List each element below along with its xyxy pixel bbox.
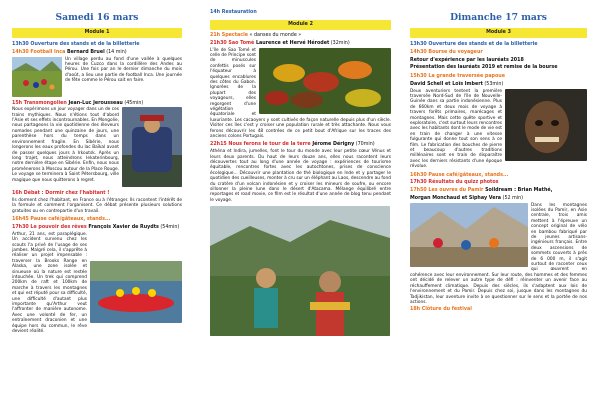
column-saturday <box>0 0 195 418</box>
session-title: 15h Transmongolien Jean-Luc Jerousseau (45min) <box>12 100 144 106</box>
session-description: Un village perdu au fond d'une vallée à quelques heures de Cuzco dans la cordillère des Andes au Pérou. Une fois par an le dernier dimanche du mois d'août, a lieu une partie de football Inca. Une journée de fête comme le Pérou sait en faire. <box>65 56 182 84</box>
session-subtitle: Présentation des lauréats 2019 et remise de la bourse <box>410 65 558 71</box>
session-title: 18h Clôture du festival <box>410 307 472 313</box>
session-title: 14h30 Bourse du voyageur <box>410 49 483 55</box>
column-sunday <box>398 0 593 418</box>
photo-illustration <box>259 48 391 114</box>
photo-illustration <box>122 107 182 187</box>
photo-illustration <box>210 206 390 336</box>
session-description: Dans les montagnes isolées du Pamir, en Asie centrale, trois amis mettent à l'épreuve un concept original de vélo en bambou fabriqué par de jeunes artisans-ingénieurs français. Entre deux ascensions de sommets couverts à près de 6 000 m, il s'agit surtout de raconter ceux qui œuvrent en cohérence avec leur environnement. Sur leur route, des hommes et des femmes ont décidé de relever un autre type de défi : réinventer un avenir face au réchauffement climatique. Depuis des siècles, ils s'adaptent aux lois de l'environnement et du Pamir. Depuis chez soi, jusque dans les montagnes du Tadjikistan, leur aventure invite à se questionner sur le sens et la portée de nos actions. <box>410 202 587 305</box>
session-description: Nous expérimons un jour voyager dans un de ces trains mythiques. Nous n'étions tout d'abord l'Asie et ses effets incontrournables. En Mongolie, nous partageons la vie quotidienne des éleveurs nomades pendant une quinzaine de jours, une parenthèse hors du temps dans un environnement fragile. En Sibérie, nous longerons les eaux profondes du lac Baïkal avant de passer quelques jours à Irkoutsk. Après un long trajet, nous atteindrons Iekaterinbourg, notre dernière étape en Sibérie. Enfin, nous nous promènerons à Moscou autour de la Place Rouge. Le voyage se terminera à Saint Pétersbourg, ville magique que nous quitterons à regret. <box>12 107 120 183</box>
session-title: 13h30 Ouverture des stands et de la billetterie <box>410 42 538 47</box>
module-banner: Module 3 <box>410 28 587 38</box>
session-description: Deux aventuriers tentent la première traversée Nord-Sud de l'île de Nouvelle-Guinée dans sa partie indonésienne. Plus de 660km et deux mois de voyage à travers forêts primaires, marécages et montagnes. Mais cette quête sportive et exploratoire, c'est surtout leurs rencontres avec les habitants dont le mode de vie est en train de changer à une vitesse fulgurante qui donne tout son sens à ce film. Le fabrication des bouches de pierre et beaucoup d'autres traditions millénaires sont en train de disparaître avec les derniers résistants d'une époque révolue. <box>410 88 502 170</box>
session-author: Morgan Monchaud et Siphay Vera (52 min) <box>410 195 523 201</box>
football-inca-photo <box>12 57 62 97</box>
papua-portrait-photo <box>505 89 587 161</box>
session-description: L'île de Sao Tomé et celle de Principe sont de minuscules confettis posés sur l'équateur à quelques encablures des côtes du Gabon. Ignorées de la plupart des voyageurs, elles regorgent d'une végétation équatoriale et luxuriante. Les cacaoyers y sont cultivés de façon naturelle depuis plus d'un siècle. Visiter ces îles c'est y croiser une population rurale et très attachante. Nous vous ferons découvrir les 48 contrées de ce petit bout d'Afrique sur les traces des anciens colons Portugais. <box>210 47 391 139</box>
cacao-photo <box>259 48 391 114</box>
restauration-label: 14h Restauration <box>210 10 257 15</box>
session-title: 17h30 Résultats du quizz photos <box>410 180 499 186</box>
session-title: 13h30 Ouverture des stands et de la billetterie <box>12 42 140 47</box>
session-title: 16h30 Pause café/gâteaux, stands... <box>410 172 509 178</box>
session-description: Athéna et Indira, jumelles, font le tour du monde avec leur petite cœur Vénus et leurs deux parents. Du haut de leurs douze ans, elles nous racontent leurs découvertes tout au long d'une année de voyage : expériences de tourisme équitable, rencontres fortes avec les autochtones, prises de conscience écologique... Découvrir une plantation de thé biologique en Inde et y partager le quotidien des cueilleuses, monter à cru sur un éléphant au Laos, descendre au fond du cratère d'un volcan indonésien et y croiser les mineurs de soufre, ou encore sillonner la pleine lune dans le désert d'Atacama. Mélange équilibré entre reportages et road movie, ce film est le résultat d'une année de blog tenu pendant le voyage. <box>210 149 391 203</box>
module-banner: Module 2 <box>210 20 391 30</box>
session-title: 17h30 Le pouvoir des rêves François Xavier de Ruydts (54min) <box>12 224 180 230</box>
session-title: 21h Spectacle « danses du monde » <box>210 33 302 38</box>
session-title <box>12 50 182 56</box>
session-description: Arthur, 21 ans, est paraplégique. Un accident survenu chez les scouts l'a privé de l'usage de ses jambes. Malgré cela, il s'apprête à réaliser un projet impensable : traverser la Brooks Range en Alaska, une zone isolée et sinueuse où la nature est restée intouchée. Un trek qui comprend 200km de raft et 100km de marche à travers les montagnes et qui est réputé pour sa difficulté, une difficulté d'autant plus importante qu'Arthur veut l'affronter de manière autonome. Avec une volonté de fer, un entraînement draconien et une équipe hors du commun, le rêve devient réalité. <box>12 231 87 335</box>
session-author: Bernard Bruel <box>65 49 105 55</box>
session-title: 21h30 Sao Tomé Laurence et Hervé Hérodet (32min) <box>210 40 350 46</box>
session-time-title: 14h30 Football Inca <box>12 49 66 55</box>
module-banner: Module 1 <box>12 28 182 38</box>
pamir-bikes-photo <box>410 203 528 267</box>
session-author: David Schell et Loïs Imbert (53min) <box>410 81 504 87</box>
transmongolien-photo <box>122 107 182 187</box>
session-title: 22h15 Nous ferons le tour de la terre Jérome Dérigny (70min) <box>210 142 375 148</box>
session-title: 16h45 Pause café/gâteaux, stands... <box>12 217 111 223</box>
column-evening <box>198 0 395 418</box>
photo-illustration <box>410 203 528 267</box>
session-title: 15h30 La grande traversée papoue <box>410 74 505 79</box>
day-title: Dimanche 17 mars <box>450 12 547 23</box>
session-subtitle: Retour d'expérience par les lauréats 2018 <box>410 57 524 63</box>
raft-photo <box>90 261 182 323</box>
session-duration: (14 min) <box>104 49 127 55</box>
session-description: Ils dorment chez l'habitant, en France ou à l'étranger. Ils racontent l'intérêt de la formule et comment l'organisent. Ce débat présente plusieurs solutions gratuites ou en contrepartie d'un travail. <box>12 198 182 214</box>
photo-illustration <box>505 89 587 161</box>
day-title: Samedi 16 mars <box>55 12 139 23</box>
session-title: 16h Débat : Dormir chez l'habitant ! <box>12 191 110 197</box>
tea-plantation-photo <box>210 206 390 336</box>
session-title: 17h50 Les ouvres du Pamir Soildream : Brian Mathé, <box>410 188 553 194</box>
photo-illustration <box>90 261 182 323</box>
photo-illustration <box>12 57 62 97</box>
